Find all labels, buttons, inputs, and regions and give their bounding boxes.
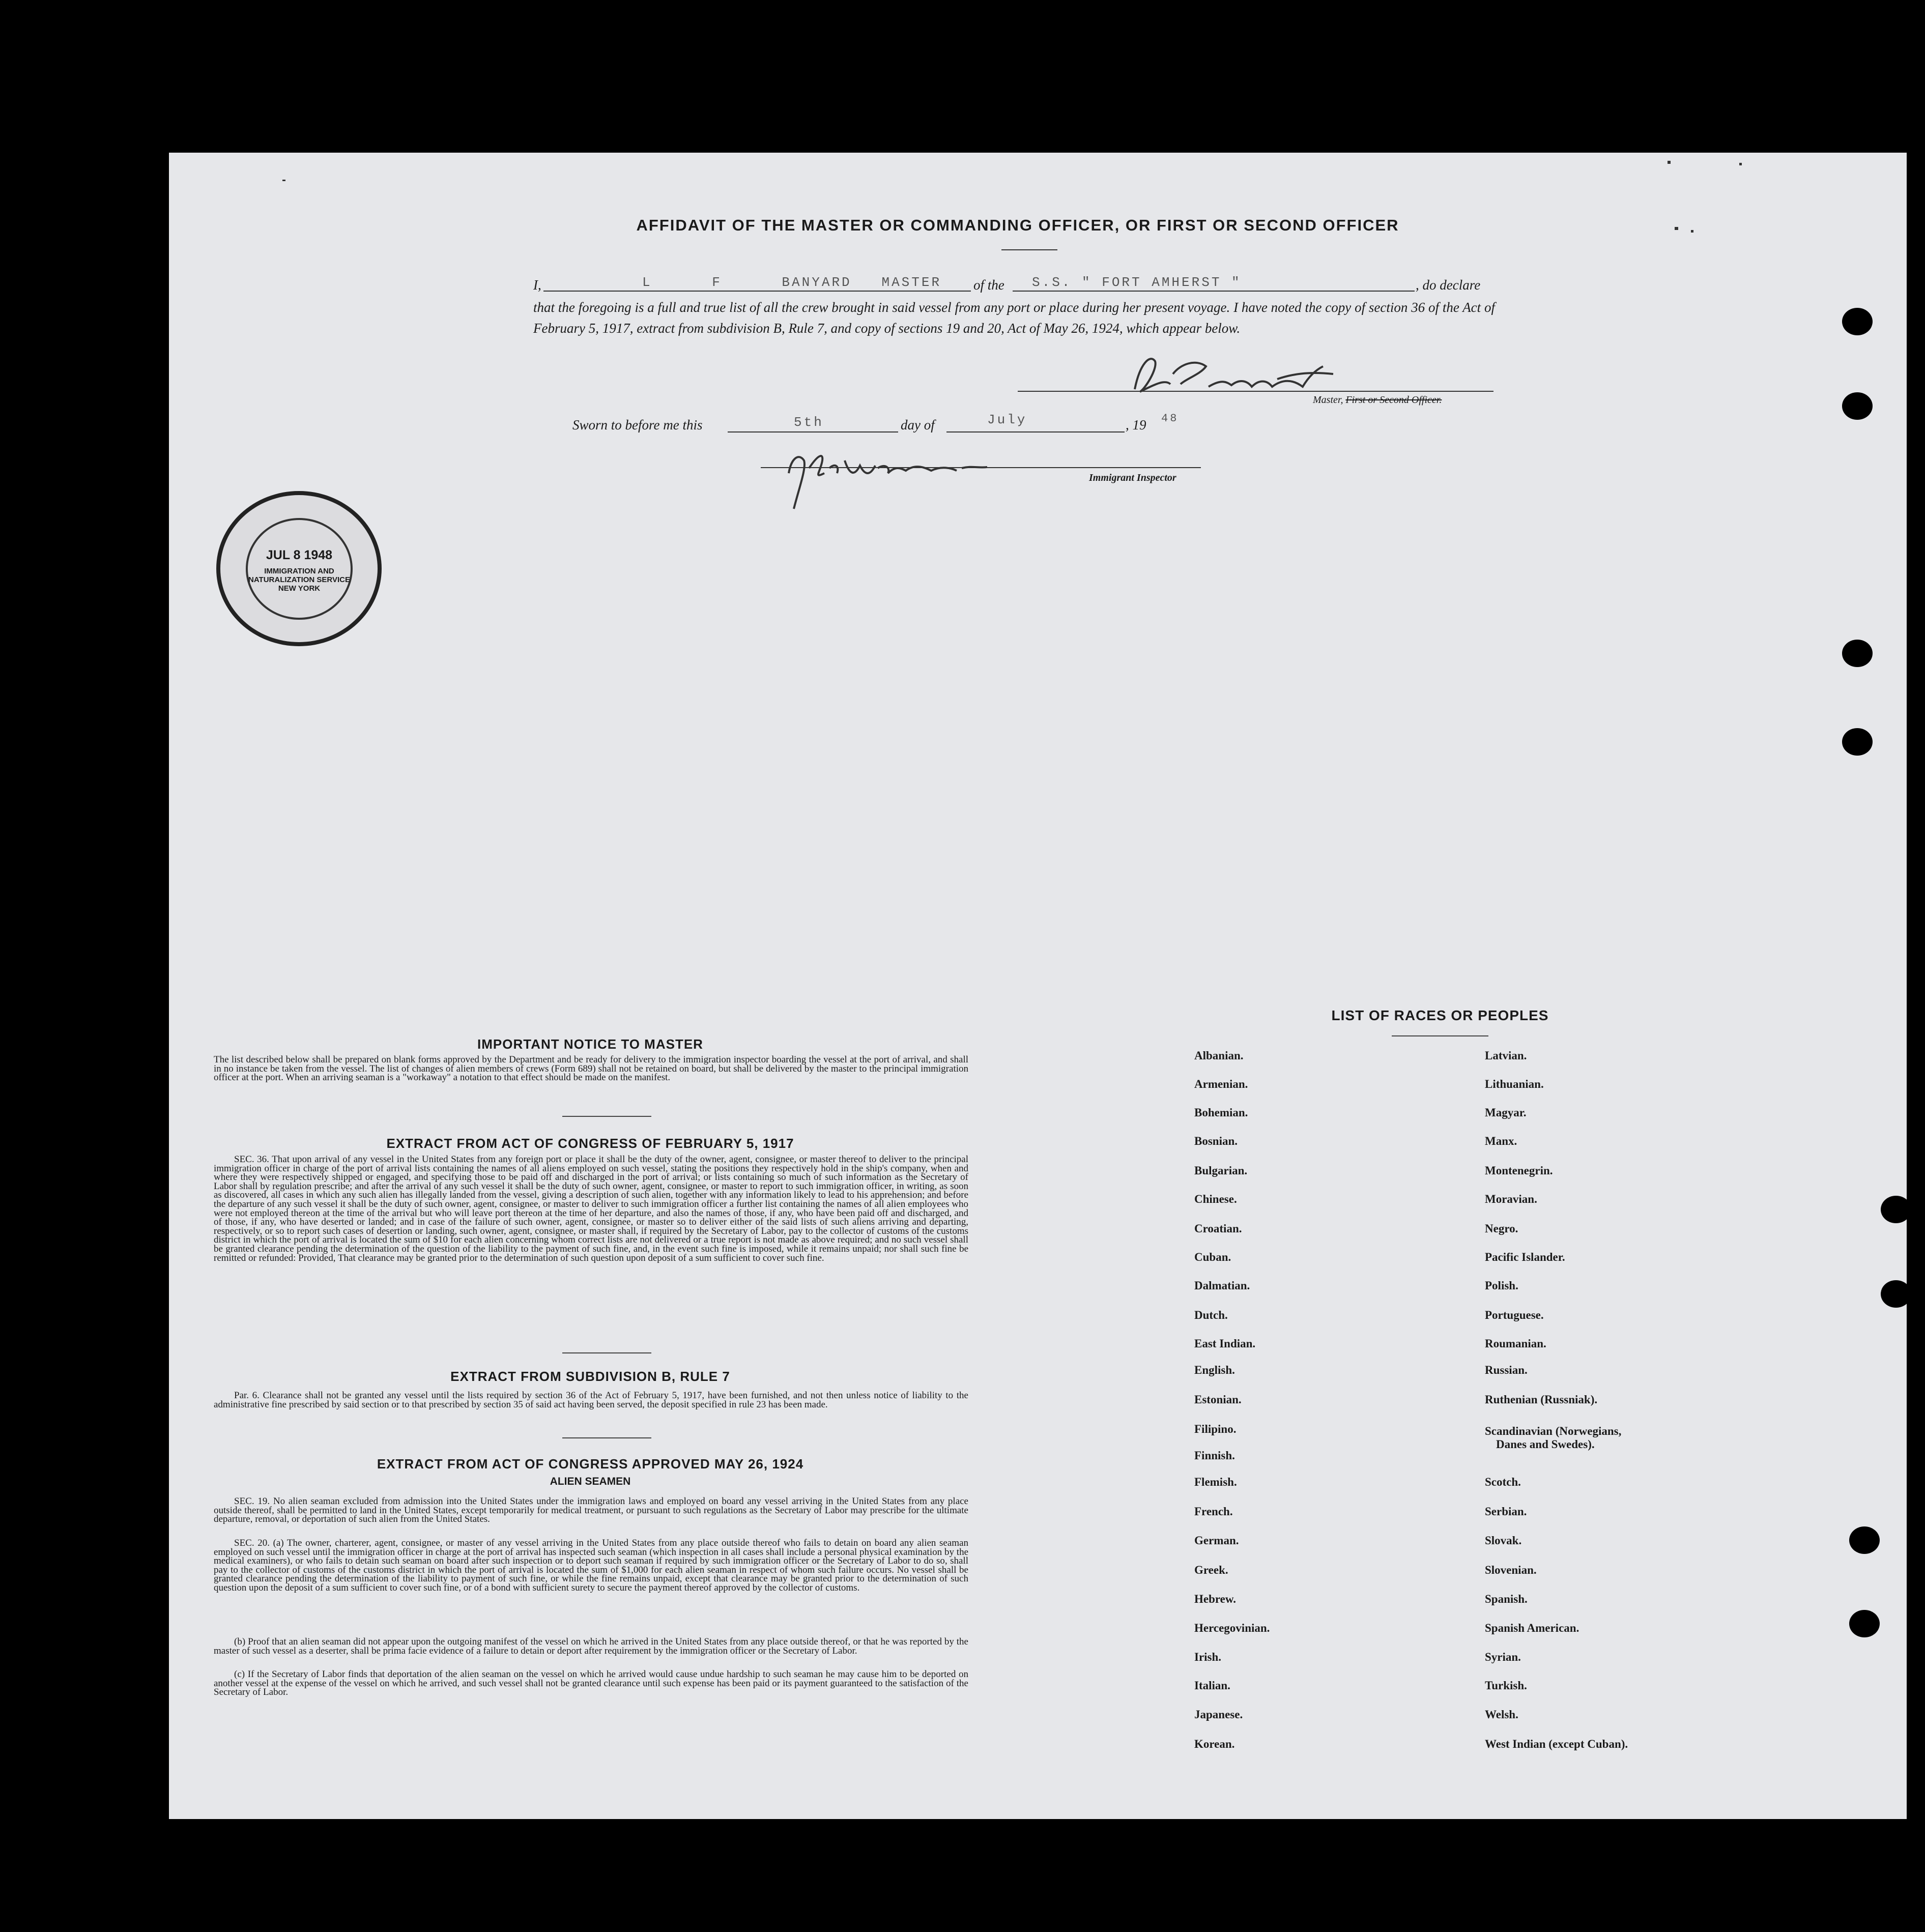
race-item: Moravian. [1485, 1193, 1537, 1205]
race-item: Filipino. [1194, 1423, 1237, 1435]
struck-officer: First or Second Officer. [1345, 394, 1442, 406]
speck [282, 180, 285, 181]
master-word: Master, [1313, 394, 1346, 406]
punch-hole [1842, 308, 1873, 335]
race-item: Montenegrin. [1485, 1164, 1553, 1177]
extract-1917-title: EXTRACT FROM ACT OF CONGRESS OF FEBRUARY 5, 1917 [386, 1136, 794, 1151]
extract-1924-title: EXTRACT FROM ACT OF CONGRESS APPROVED MAY 26, 1924 [377, 1456, 804, 1472]
title-rule [1001, 249, 1057, 250]
race-item: Greek. [1194, 1564, 1228, 1576]
of-the-label: of the [973, 277, 1004, 293]
race-item: Scandinavian (Norwegians, [1485, 1425, 1622, 1437]
race-item: Chinese. [1194, 1193, 1237, 1205]
race-item: Latvian. [1485, 1049, 1527, 1062]
race-item: Pacific Islander. [1485, 1251, 1565, 1263]
year-prefix: , 19 [1126, 417, 1146, 432]
divider [562, 1352, 651, 1353]
do-declare: , do declare [1416, 277, 1481, 293]
sec19-text: SEC. 19. No alien seaman excluded from admission into the United States under the immigration laws and employed on board any vessel arriving in the United States from any place outside thereof, shall be permitted to land in the United States, except temporarily for medical treatment, or pursuant to such regulations as the Secretary of Labor may prescribe for the ultimate departure, removal, or deportation of such alien from the United States. [214, 1496, 968, 1525]
punch-hole [1842, 392, 1873, 420]
stamp-text: IMMIGRATION AND NATURALIZATION SERVICE NEW YORK [248, 567, 350, 593]
race-item: Russian. [1485, 1364, 1528, 1376]
race-item: Slovenian. [1485, 1564, 1537, 1576]
race-item: Spanish American. [1485, 1622, 1579, 1634]
race-item: Albanian. [1194, 1049, 1244, 1062]
affidavit-body: that the foregoing is a full and true list of all the crew brought in said vessel from any port or place during her present voyage. I have noted the copy of section 36 of the Act of February 5, 1917, extract from subdivision B, Rule 7, and copy of sections 19 and 20, Act of May 26, 1924, which appear below. [533, 300, 1495, 336]
race-item: Japanese. [1194, 1708, 1243, 1721]
race-item: West Indian (except Cuban). [1485, 1738, 1628, 1750]
notice-text: The list described below shall be prepared on blank forms approved by the Department and be ready for delivery to the immigration inspector boarding the vessel at the port of arrival, and shall in no instance be taken from the vessel. The list of changes of alien members of crews (Form 689) shall not be retained on board, but shall be delivered by the master to the principal immigration officer at the port. When an arriving seaman is a "workaway" a notation to that effect should be made on the manifest. [214, 1054, 968, 1083]
race-item: Korean. [1194, 1738, 1235, 1750]
day-of-label: day of [901, 417, 935, 432]
year-suffix: 48 [1161, 412, 1179, 425]
race-item: Polish. [1485, 1279, 1518, 1292]
extract-rule7-title: EXTRACT FROM SUBDIVISION B, RULE 7 [450, 1369, 730, 1384]
race-item: Serbian. [1485, 1505, 1527, 1518]
speck [1675, 227, 1678, 230]
name-typed: L F BANYARD MASTER [642, 275, 942, 290]
race-item: Danes and Swedes). [1496, 1438, 1595, 1451]
stamp-inner-ring [246, 518, 353, 620]
inspector-label: Immigrant Inspector [1089, 472, 1176, 483]
alien-seamen-subtitle: ALIEN SEAMEN [550, 1476, 631, 1487]
punch-hole [1849, 1610, 1880, 1637]
sworn-month: July [987, 412, 1027, 427]
race-item: Estonian. [1194, 1393, 1242, 1406]
sec20c-text: (c) If the Secretary of Labor finds that deportation of the alien seaman on the vessel on which he arrived would cause undue hardship to such seaman he may cause him to be deported on another vessel at the expense of the vessel on which he arrived, and such vessel shall not be granted clearance until such expense has been paid or its payment guaranteed to the satisfaction of the Secretary of Labor. [214, 1669, 968, 1698]
speck [1668, 161, 1671, 164]
punch-hole [1881, 1196, 1911, 1223]
race-item: Dutch. [1194, 1309, 1228, 1321]
race-item: French. [1194, 1505, 1233, 1518]
sworn-day: 5th [794, 415, 824, 430]
master-label [1313, 394, 1442, 406]
race-item: Dalmatian. [1194, 1279, 1250, 1292]
stamp-date: JUL 8 1948 [266, 548, 333, 562]
race-item: Spanish. [1485, 1593, 1528, 1605]
race-item: Cuban. [1194, 1251, 1231, 1263]
race-item: German. [1194, 1534, 1239, 1547]
race-item: Irish. [1194, 1651, 1222, 1663]
vessel-typed: S.S. " FORT AMHERST " [1032, 275, 1242, 290]
race-item: Bosnian. [1194, 1135, 1238, 1147]
race-item: Turkish. [1485, 1679, 1527, 1692]
divider [562, 1437, 651, 1438]
inspector-signature [773, 438, 1018, 514]
race-item: Croatian. [1194, 1222, 1242, 1235]
speck [1739, 163, 1742, 165]
race-item: Magyar. [1485, 1106, 1527, 1119]
punch-hole [1842, 640, 1873, 667]
divider [562, 1116, 651, 1117]
affidavit-title: AFFIDAVIT OF THE MASTER OR COMMANDING OFFICER, OR FIRST OR SECOND OFFICER [636, 216, 1399, 234]
race-item: Roumanian. [1485, 1337, 1546, 1350]
races-title: LIST OF RACES OR PEOPLES [1331, 1007, 1549, 1023]
race-item: Finnish. [1194, 1449, 1235, 1462]
race-item: Syrian. [1485, 1651, 1521, 1663]
race-item: Portuguese. [1485, 1309, 1544, 1321]
race-item: Ruthenian (Russniak). [1485, 1393, 1598, 1406]
race-item: Lithuanian. [1485, 1078, 1544, 1090]
race-item: Scotch. [1485, 1476, 1521, 1488]
race-item: Welsh. [1485, 1708, 1518, 1721]
race-item: East Indian. [1194, 1337, 1256, 1350]
notice-title: IMPORTANT NOTICE TO MASTER [477, 1036, 703, 1052]
race-item: Italian. [1194, 1679, 1230, 1692]
sec20b-text: (b) Proof that an alien seaman did not appear upon the outgoing manifest of the vessel on which he arrived in the United States from any place outside thereof, or that he was reported by the master of such vessel as a deserter, shall be prima facie evidence of a failure to detain or deport after requirement by the immigration officer or the Secretary of Labor. [214, 1636, 968, 1656]
punch-hole [1881, 1280, 1911, 1308]
i-label: I, [533, 277, 541, 293]
sec20a-text: SEC. 20. (a) The owner, charterer, agent, consignee, or master of any vessel arriving in the United States from any place outside thereof who fails to detain on board any alien seaman employed on such vessel until the immigration officer in charge at the port of arrival has inspected such seaman (which inspection in all cases shall include a personal physical examination by the medical examiners), or who fails to detain such seaman on board after such inspection or to deport such seaman if required by such immigration officer or the Secretary of Labor to do so, shall pay to the collector of customs of the customs district in which the port of arrival is located the sum of $1,000 for each alien seaman in respect of whom such failure occurs. No vessel shall be granted clearance pending the determination of the liability to payment of such fine, or while the fine remains unpaid, except that clearance may be granted prior to the determination of such question upon the deposit of a sum sufficient to cover such fine, or of a bond with sufficient surety to secure the payment thereof approved by the collector of customs. [214, 1538, 968, 1593]
speck [1691, 230, 1693, 233]
race-item: Armenian. [1194, 1078, 1248, 1090]
inspection-stamp [216, 491, 382, 646]
divider [1392, 1035, 1488, 1036]
race-item: English. [1194, 1364, 1235, 1376]
punch-hole [1842, 728, 1873, 756]
race-item: Negro. [1485, 1222, 1518, 1235]
month-line [946, 418, 1125, 432]
race-item: Bulgarian. [1194, 1164, 1248, 1177]
race-item: Bohemian. [1194, 1106, 1248, 1119]
extract-rule7-text: Par. 6. Clearance shall not be granted any vessel until the lists required by section 36 of the Act of February 5, 1917, have been furnished, and not then unless notice of liability to the administrative fine prescribed by said section or to that prescribed by section 35 of said act having been served, the deposit specified in rule 23 has been made. [214, 1390, 968, 1410]
extract-1917-text: SEC. 36. That upon arrival of any vessel in the United States from any foreign port or place it shall be the duty of the owner, agent, consignee, or master thereof to deliver to the principal immigration officer in charge of the port of arrival lists containing the names of all aliens employed on such vessel, stating the positions they respectively hold in the ship's company, when and where they were respectively shipped or engaged, and specifying those to be paid off and discharged in the port of arrival; or lists containing so much of such information as the Secretary of Labor shall by regulation prescribe; and after the arrival of any such vessel it shall be the duty of such owner, agent, consignee, or master to report to such immigration officer, in writing, as soon as discovered, all cases in which any such alien has illegally landed from the vessel, giving a description of such alien, together with any information likely to lead to his apprehension; and before the departure of any such vessel it shall be the duty of such owner, agent, consignee, or master to deliver to such immigration officer a further list containing the names of all alien employees who were not employed thereon at the time of the arrival but who will leave port thereon at the time of her departure, and also the names of those, if any, who have been paid off and discharged, and of those, if any, who have deserted or landed; and in case of the failure of such owner, agent, consignee, or master so to deliver either of the said lists of such aliens arriving and departing, respectively, or so to report such cases of desertion or landing, such owner, agent, consignee, or master shall, if required by the Secretary of Labor, pay to the collector of customs of the customs district in which the port of arrival is located the sum of $10 for each alien concerning whom correct lists are not delivered or a true report is not made as above required; and no such vessel shall be granted clearance pending the determination of the question of the liability to the payment of such fine, and, in the event such fine is imposed, while it remains unpaid; nor shall such fine be remitted or refunded: Provided, That clearance may be granted prior to the determination of such question upon deposit of a sum sufficient to cover such fine. [214, 1154, 968, 1263]
race-item: Manx. [1485, 1135, 1517, 1147]
punch-hole [1849, 1526, 1880, 1554]
race-item: Hercegovinian. [1194, 1622, 1270, 1634]
sworn-label: Sworn to before me this [572, 417, 703, 432]
race-item: Slovak. [1485, 1534, 1522, 1547]
race-item: Flemish. [1194, 1476, 1237, 1488]
race-item: Hebrew. [1194, 1593, 1236, 1605]
